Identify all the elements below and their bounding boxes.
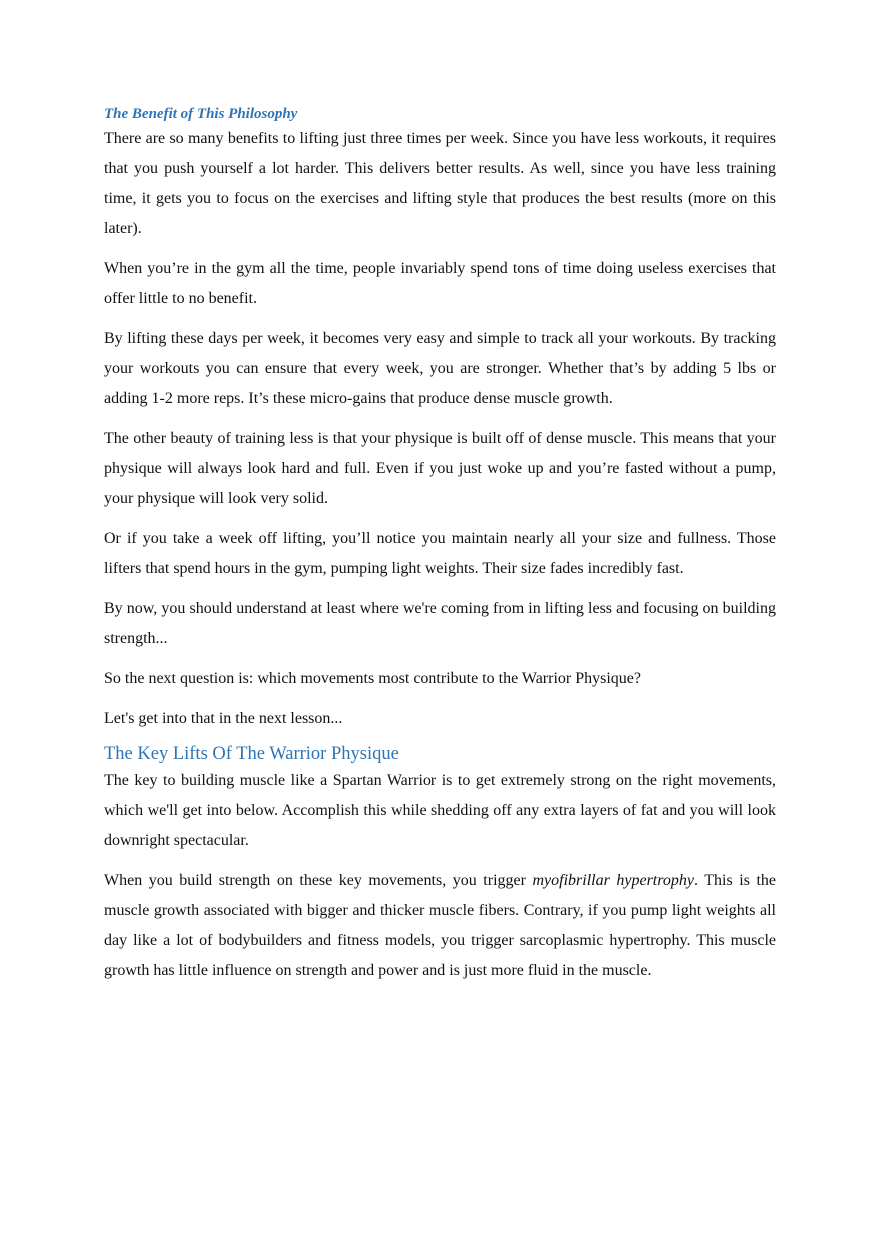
paragraph-tracking: By lifting these days per week, it becomes very easy and simple to track all your workouts. By tracking your workouts you can ensure that every week, you are stronger. Whether that’s by adding 5 lbs or adding 1-2 more reps. It’s these micro-gains that produce dense muscle growth. bbox=[104, 330, 776, 407]
section-heading-key-lifts: The Key Lifts Of The Warrior Physique bbox=[104, 744, 399, 764]
paragraph-dense-muscle: The other beauty of training less is that your physique is built off of dense muscle. This means that your physique will always look hard and full. Even if you just woke up and you’re fasted without a pump, your physique will look very solid. bbox=[104, 430, 776, 507]
paragraph-next-lesson: Let's get into that in the next lesson... bbox=[104, 710, 343, 727]
paragraph-gym-time: When you’re in the gym all the time, people invariably spend tons of time doing useless exercises that offer little to no benefit. bbox=[104, 260, 776, 307]
paragraph-understand: By now, you should understand at least where we're coming from in lifting less and focusing on building strength... bbox=[104, 600, 776, 647]
paragraph-hypertrophy bbox=[104, 866, 776, 986]
hypertrophy-text-after: . This is the muscle growth associated with bigger and thicker muscle fibers. Contrary, if you pump light weights all day like a lot of bodybuilders and fitness models, you trigger sarcoplasmic hypertrophy. This muscle growth has little influence on strength and power and is just more fluid in the muscle. bbox=[104, 872, 777, 979]
section-subheading-benefit: The Benefit of This Philosophy bbox=[104, 106, 298, 122]
hypertrophy-text-before: When you build strength on these key movements, you trigger bbox=[104, 872, 533, 889]
paragraph-week-off: Or if you take a week off lifting, you’ll notice you maintain nearly all your size and fullness. Those lifters that spend hours in the gym, pumping light weights. Their size fades incredibly fast. bbox=[104, 530, 776, 577]
document-page bbox=[104, 104, 776, 996]
paragraph-benefits: There are so many benefits to lifting just three times per week. Since you have less workouts, it requires that you push yourself a lot harder. This delivers better results. As well, since you have less training time, it gets you to focus on the exercises and lifting style that produces the best results (more on this later). bbox=[104, 130, 776, 237]
hypertrophy-term: myofibrillar hypertrophy bbox=[532, 872, 694, 889]
paragraph-key-to-building: The key to building muscle like a Spartan Warrior is to get extremely strong on the right movements, which we'll get into below. Accomplish this while shedding off any extra layers of fat and you will look downright spectacular. bbox=[104, 772, 776, 849]
paragraph-next-question: So the next question is: which movements most contribute to the Warrior Physique? bbox=[104, 670, 642, 687]
